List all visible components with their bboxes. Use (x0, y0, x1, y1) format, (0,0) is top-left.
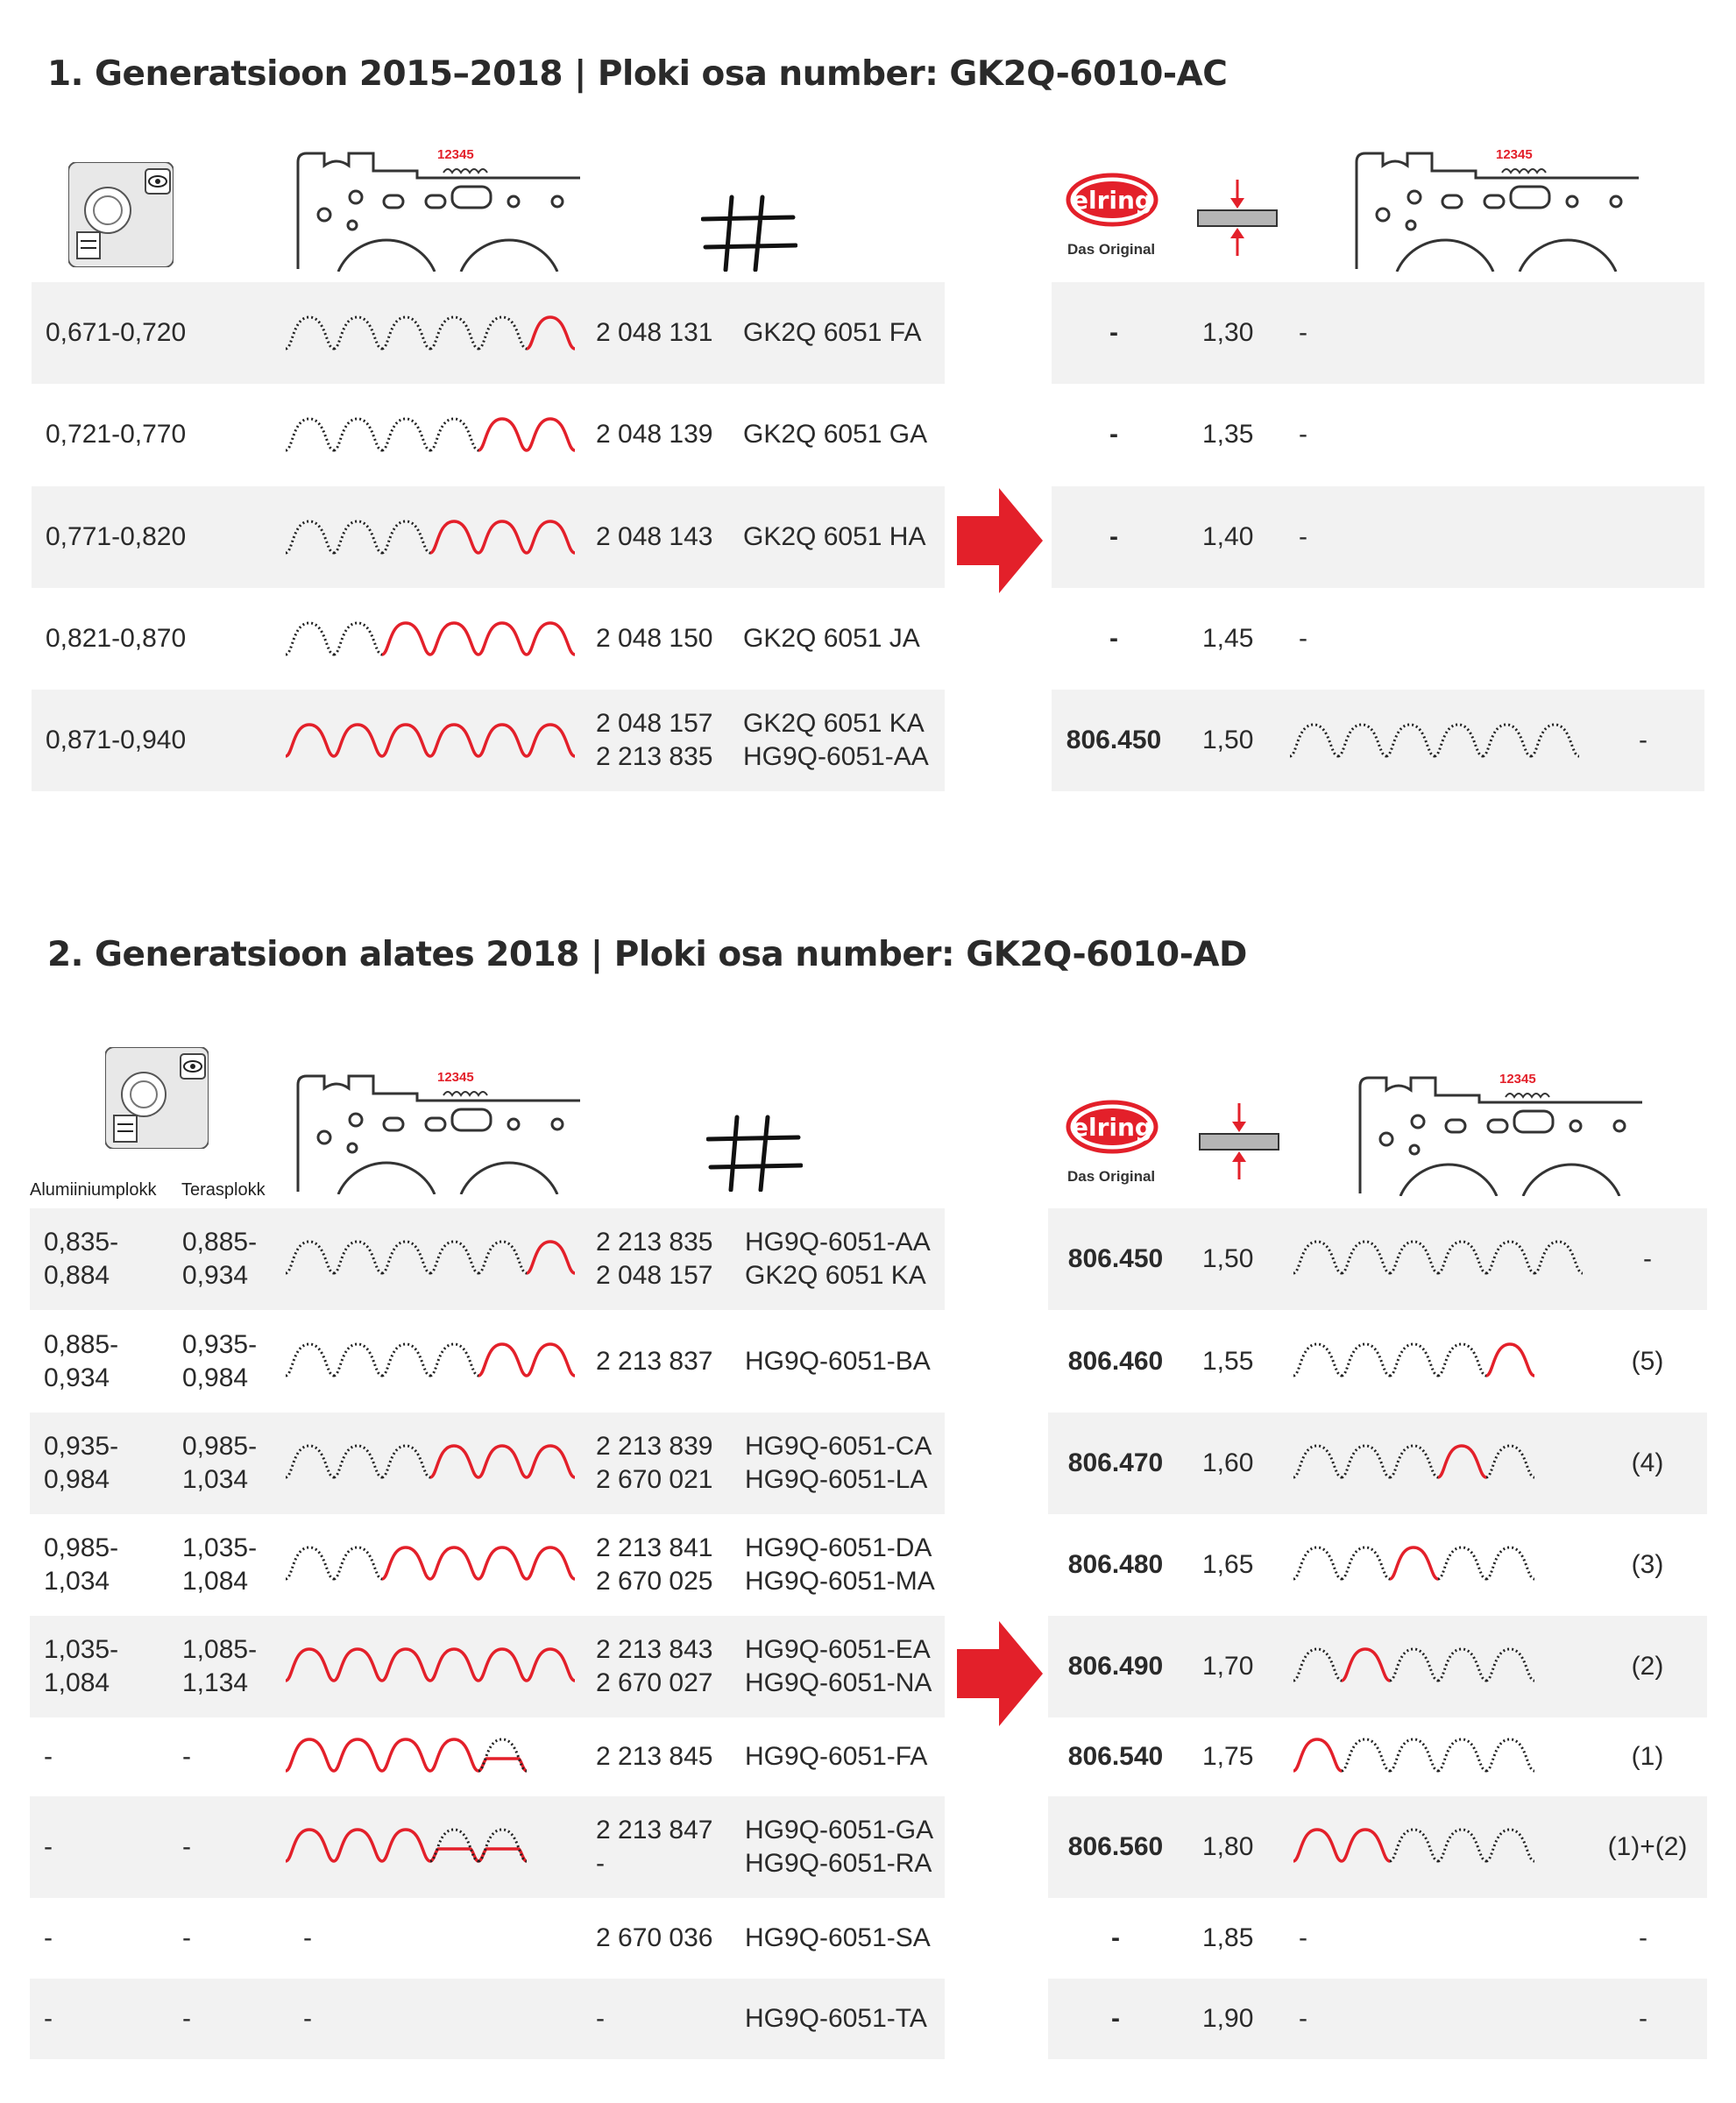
steel-range-cell: 0,885- (182, 1228, 258, 1257)
hash-icon-2 (706, 1113, 803, 1192)
oe-number-cell: HG9Q-6051-SA (745, 1923, 931, 1952)
part-number-cell: 2 213 843 (596, 1635, 713, 1664)
thickness-cell: 1,55 (1202, 1347, 1254, 1376)
note-cell: (1) (1631, 1742, 1664, 1771)
steel-range-cell: 1,085- (182, 1635, 258, 1664)
shim-wave-indicator-right (1286, 718, 1584, 765)
note-cell: - (1299, 2004, 1307, 2033)
note-cell: - (1299, 1923, 1307, 1952)
measuring-tool-icon-2 (105, 1047, 209, 1149)
column-aluminium-block: Alumiiniumplokk (30, 1180, 157, 1200)
svg-text:12345: 12345 (1496, 147, 1533, 162)
cylinder-head-gasket-icon-2 (294, 1067, 580, 1194)
part-number-cell: 2 670 025 (596, 1567, 713, 1596)
oe-number-cell: HG9Q-6051-GA (745, 1816, 934, 1845)
oe-number-cell: HG9Q-6051-FA (745, 1742, 928, 1771)
thickness-cell: 1,65 (1202, 1550, 1254, 1579)
oe-number-cell: HG9Q-6051-AA (743, 742, 929, 771)
shim-wave-indicator (282, 1439, 580, 1486)
range-cell: 0,721-0,770 (46, 420, 187, 449)
steel-range-cell: - (182, 1923, 191, 1952)
part-number-cell: 2 213 841 (596, 1533, 713, 1562)
thickness-icon-2 (1195, 1099, 1283, 1183)
elring-number-cell: - (1109, 624, 1118, 653)
elring-number-cell: - (1109, 522, 1118, 551)
elring-number-cell: 806.540 (1067, 1742, 1164, 1771)
elring-number-cell: - (1111, 2004, 1120, 2033)
aluminium-range-cell: - (44, 1923, 53, 1952)
oe-number-cell: GK2Q 6051 FA (743, 318, 922, 347)
steel-range-cell: 1,034 (182, 1465, 249, 1494)
column-steel-block: Terasplokk (181, 1180, 266, 1200)
shim-wave-indicator (282, 1823, 580, 1870)
wave-placeholder: - (303, 1923, 312, 1952)
thickness-cell: 1,30 (1202, 318, 1254, 347)
note-cell: - (1639, 2004, 1647, 2033)
shim-wave-indicator-right (1290, 1540, 1588, 1588)
part-number-cell: 2 213 845 (596, 1742, 713, 1771)
shim-wave-indicator (282, 310, 580, 358)
note-cell: - (1643, 1244, 1652, 1273)
oe-number-cell: HG9Q-6051-EA (745, 1635, 931, 1664)
part-number-cell: 2 670 021 (596, 1465, 713, 1494)
note-cell: - (1299, 624, 1307, 653)
steel-range-cell: 0,984 (182, 1363, 249, 1392)
shim-wave-indicator (282, 412, 580, 459)
note-cell: (2) (1631, 1652, 1664, 1681)
red-arrow-icon (957, 488, 1043, 593)
aluminium-range-cell: 1,084 (44, 1668, 110, 1697)
steel-range-cell: 1,035- (182, 1533, 258, 1562)
shim-wave-indicator (282, 1540, 580, 1588)
thickness-icon (1194, 175, 1281, 259)
svg-text:12345: 12345 (1499, 1072, 1536, 1087)
elring-number-cell: 806.480 (1067, 1550, 1164, 1579)
part-number-cell: 2 213 839 (596, 1432, 713, 1461)
steel-range-cell: - (182, 1742, 191, 1771)
shim-wave-indicator-right (1290, 1439, 1588, 1486)
elring-number-cell: - (1109, 420, 1118, 449)
note-cell: - (1299, 420, 1307, 449)
thickness-cell: 1,70 (1202, 1652, 1254, 1681)
svg-text:elring: elring (1072, 1113, 1152, 1142)
shim-wave-indicator (282, 1337, 580, 1384)
oe-number-cell: GK2Q 6051 GA (743, 420, 928, 449)
elring-number-cell: - (1111, 1923, 1120, 1952)
range-cell: 0,871-0,940 (46, 726, 187, 754)
part-number-cell: - (596, 2004, 605, 2033)
oe-number-cell: GK2Q 6051 KA (743, 709, 925, 738)
oe-number-cell: HG9Q-6051-DA (745, 1533, 932, 1562)
shim-wave-indicator-right (1290, 1642, 1588, 1689)
oe-number-cell: HG9Q-6051-LA (745, 1465, 928, 1494)
part-number-cell: 2 213 847 (596, 1816, 713, 1845)
cylinder-head-gasket-icon-right (1353, 145, 1639, 272)
shim-wave-indicator (282, 1642, 580, 1689)
thickness-cell: 1,80 (1202, 1832, 1254, 1861)
thickness-cell: 1,90 (1202, 2004, 1254, 2033)
aluminium-range-cell: 0,835- (44, 1228, 119, 1257)
aluminium-range-cell: 1,035- (44, 1635, 119, 1664)
elring-number-cell: 806.460 (1067, 1347, 1164, 1376)
shim-wave-indicator (282, 1732, 580, 1780)
range-cell: 0,821-0,870 (46, 624, 187, 653)
logo-subtitle: Das Original (1067, 241, 1156, 258)
note-cell: - (1639, 1923, 1647, 1952)
aluminium-range-cell: 0,934 (44, 1363, 110, 1392)
svg-text:elring: elring (1072, 186, 1152, 215)
cylinder-head-gasket-icon (294, 145, 580, 272)
shim-wave-indicator-right (1290, 1823, 1588, 1870)
steel-range-cell: - (182, 1832, 191, 1861)
steel-range-cell: 1,084 (182, 1567, 249, 1596)
part-number-cell: 2 670 027 (596, 1668, 713, 1697)
steel-range-cell: 1,134 (182, 1668, 249, 1697)
shim-wave-indicator (282, 616, 580, 663)
elring-logo-2 (1066, 1099, 1159, 1155)
thickness-cell: 1,45 (1202, 624, 1254, 653)
shim-wave-indicator (282, 718, 580, 765)
steel-range-cell: 0,985- (182, 1432, 258, 1461)
oe-number-cell: HG9Q-6051-NA (745, 1668, 932, 1697)
part-number-cell: 2 048 131 (596, 318, 713, 347)
svg-text:12345: 12345 (437, 1070, 474, 1085)
part-number-cell: 2 213 837 (596, 1347, 713, 1376)
measuring-tool-icon (68, 162, 174, 267)
aluminium-range-cell: - (44, 1832, 53, 1861)
elring-number-cell: 806.450 (1067, 1244, 1164, 1273)
oe-number-cell: GK2Q 6051 JA (743, 624, 920, 653)
steel-range-cell: 0,935- (182, 1330, 258, 1359)
part-number-cell: 2 048 157 (596, 709, 713, 738)
oe-number-cell: HG9Q-6051-AA (745, 1228, 931, 1257)
red-arrow-icon-2 (957, 1621, 1043, 1726)
note-cell: - (1639, 726, 1647, 754)
oe-number-cell: GK2Q 6051 HA (743, 522, 926, 551)
range-cell: 0,671-0,720 (46, 318, 187, 347)
steel-range-cell: 0,934 (182, 1261, 249, 1290)
oe-number-cell: GK2Q 6051 KA (745, 1261, 926, 1290)
steel-range-cell: - (182, 2004, 191, 2033)
thickness-cell: 1,40 (1202, 522, 1254, 551)
oe-number-cell: HG9Q-6051-RA (745, 1849, 932, 1878)
aluminium-range-cell: 0,884 (44, 1261, 110, 1290)
note-cell: - (1299, 318, 1307, 347)
shim-wave-indicator (282, 514, 580, 562)
aluminium-range-cell: 0,935- (44, 1432, 119, 1461)
aluminium-range-cell: 1,034 (44, 1567, 110, 1596)
thickness-cell: 1,35 (1202, 420, 1254, 449)
shim-wave-indicator (282, 1235, 580, 1282)
note-cell: (5) (1631, 1347, 1664, 1376)
hash-icon (701, 193, 797, 272)
logo-subtitle-2: Das Original (1067, 1168, 1156, 1185)
cylinder-numbers: 12345 (437, 147, 474, 162)
part-number-cell: - (596, 1849, 605, 1878)
part-number-cell: 2 213 835 (596, 1228, 713, 1257)
oe-number-cell: HG9Q-6051-TA (745, 2004, 927, 2033)
part-number-cell: 2 048 143 (596, 522, 713, 551)
shim-wave-indicator-right (1290, 1337, 1588, 1384)
shim-wave-indicator-right (1290, 1732, 1588, 1780)
aluminium-range-cell: 0,885- (44, 1330, 119, 1359)
elring-number-cell: 806.560 (1067, 1832, 1164, 1861)
elring-logo (1066, 172, 1159, 228)
part-number-cell: 2 048 157 (596, 1261, 713, 1290)
note-cell: (4) (1631, 1448, 1664, 1477)
oe-number-cell: HG9Q-6051-CA (745, 1432, 932, 1461)
note-cell: (1)+(2) (1607, 1832, 1688, 1861)
thickness-cell: 1,50 (1202, 1244, 1254, 1273)
section2-title: 2. Generatsioon alates 2018 | Ploki osa number: GK2Q-6010-AD (47, 935, 1247, 974)
part-number-cell: 2 213 835 (596, 742, 713, 771)
thickness-cell: 1,60 (1202, 1448, 1254, 1477)
aluminium-range-cell: 0,985- (44, 1533, 119, 1562)
aluminium-range-cell: - (44, 2004, 53, 2033)
shim-wave-indicator-right (1290, 1235, 1588, 1282)
thickness-cell: 1,50 (1202, 726, 1254, 754)
thickness-cell: 1,75 (1202, 1742, 1254, 1771)
part-number-cell: 2 670 036 (596, 1923, 713, 1952)
elring-number-cell: - (1109, 318, 1118, 347)
aluminium-range-cell: 0,984 (44, 1465, 110, 1494)
wave-placeholder: - (303, 2004, 312, 2033)
oe-number-cell: HG9Q-6051-BA (745, 1347, 931, 1376)
oe-number-cell: HG9Q-6051-MA (745, 1567, 935, 1596)
part-number-cell: 2 048 150 (596, 624, 713, 653)
range-cell: 0,771-0,820 (46, 522, 187, 551)
part-number-cell: 2 048 139 (596, 420, 713, 449)
aluminium-range-cell: - (44, 1742, 53, 1771)
thickness-cell: 1,85 (1202, 1923, 1254, 1952)
note-cell: - (1299, 522, 1307, 551)
elring-number-cell: 806.470 (1067, 1448, 1164, 1477)
section1-title: 1. Generatsioon 2015–2018 | Ploki osa number: GK2Q-6010-AC (47, 54, 1228, 94)
note-cell: (3) (1631, 1550, 1664, 1579)
elring-number-cell: 806.450 (1066, 726, 1162, 754)
cylinder-head-gasket-icon-2-right (1357, 1069, 1642, 1196)
elring-number-cell: 806.490 (1067, 1652, 1164, 1681)
